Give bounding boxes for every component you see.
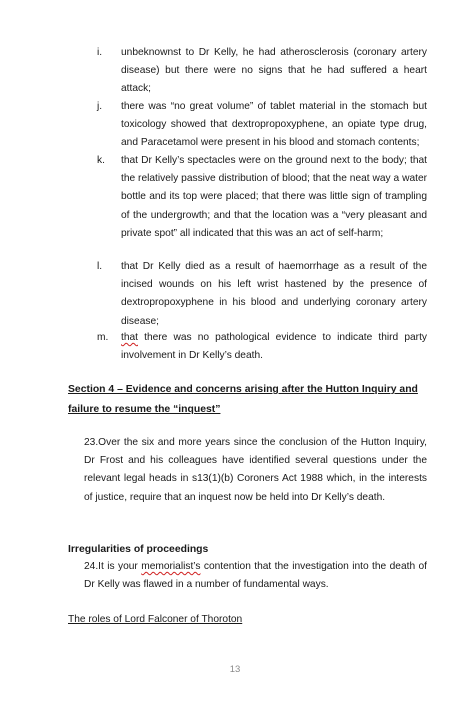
list-marker: m. — [97, 332, 109, 343]
list-item-k — [97, 152, 427, 243]
page-number: 13 — [229, 664, 241, 675]
paragraph-number: 23. — [84, 437, 99, 448]
list-item-i — [97, 44, 427, 99]
list-item-l — [97, 258, 427, 331]
paragraph-number: 24. — [84, 561, 99, 572]
list-marker: i. — [97, 47, 103, 58]
list-item-text: there was “no great volume” of tablet material in the stomach but toxicology showed that dextropropoxyphene, an opiate type drug, and Paracetamol were present in his blood and stomach contents; — [121, 101, 427, 149]
roles-heading-text: The roles of Lord Falconer of Thoroton — [68, 614, 243, 625]
list-item-j — [97, 98, 427, 153]
paragraph-24 — [84, 558, 427, 594]
paragraph-23 — [84, 434, 427, 507]
paragraph-text-post: contention that the investigation into the death of Dr Kelly was flawed in a number of fundamental ways. — [84, 561, 427, 591]
list-item-text — [121, 329, 427, 365]
irregularities-heading: Irregularities of proceedings — [68, 544, 209, 555]
paragraph-text: Over the six and more years since the conclusion of the Hutton Inquiry, Dr Frost and his colleagues have identified several questions under the relevant legal heads in s13(1)(b) Coroners Act 1988 which, in the interests of justice, require that an inquest now be held into Dr Kelly’s death. — [84, 437, 427, 503]
grammar-flag: that — [121, 332, 138, 343]
section-4-heading — [68, 380, 426, 420]
section-4-heading-text: Section 4 – Evidence and concerns arising after the Hutton Inquiry and failure to resume the “inquest” — [68, 384, 418, 415]
list-item-text: unbeknownst to Dr Kelly, he had atherosclerosis (coronary artery disease) but there were no signs that he had suffered a heart attack; — [121, 47, 427, 95]
spelling-flag: memorialist’s — [141, 561, 201, 572]
list-marker: j. — [97, 101, 103, 112]
list-item-text: that Dr Kelly died as a result of haemorrhage as a result of the incised wounds on his left wrist hastened by the presence of dextropropoxyphene in his blood and underlying coronary artery disease; — [121, 261, 427, 327]
list-item-text: that Dr Kelly’s spectacles were on the ground next to the body; that the relatively passive distribution of blood; that the neat way a water bottle and its top were placed; that there was little sign of trampling of the undergrowth; and that the location was a “very pleasant and private spot” all indicated that this was an act of self-harm; — [121, 155, 427, 239]
list-marker: l. — [97, 261, 103, 272]
list-item-m — [97, 329, 427, 365]
roles-heading — [68, 611, 368, 629]
list-marker: k. — [97, 155, 105, 166]
paragraph-text-pre: It is your — [98, 561, 142, 572]
list-item-text-rest: there was no pathological evidence to indicate third party involvement in Dr Kelly’s death. — [121, 332, 427, 362]
